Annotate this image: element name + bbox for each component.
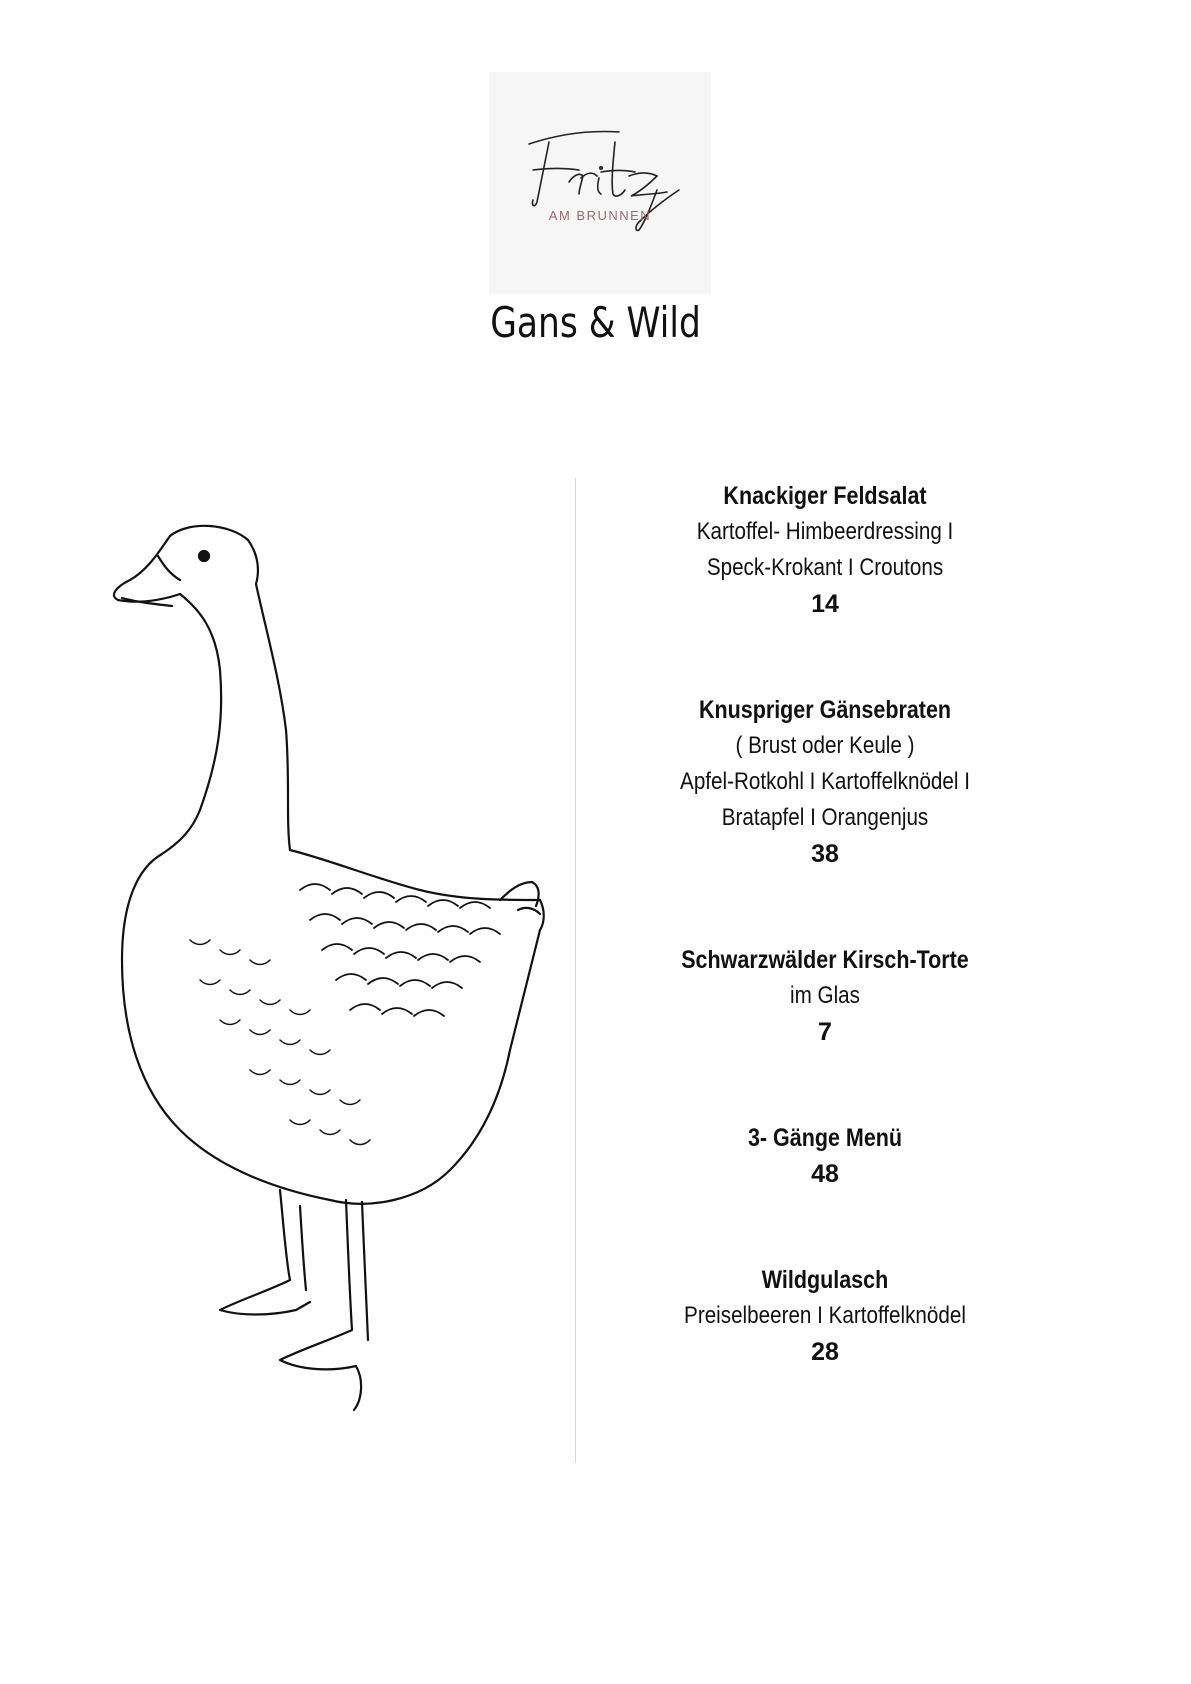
goose-neck <box>162 594 221 854</box>
item-price: 38 <box>811 840 839 868</box>
page-title: Gans & Wild <box>490 298 701 347</box>
item-name: 3- Gänge Menü <box>747 1124 903 1152</box>
item-price: 7 <box>818 1018 832 1046</box>
menu-item <box>620 1262 1030 1370</box>
item-desc: Preiselbeeren I Kartoffelknödel <box>684 1302 966 1329</box>
item-name: Knuspriger Gänsebraten <box>698 696 952 724</box>
item-name: Knackiger Feldsalat <box>723 482 927 510</box>
item-name: Schwarzwälder Kirsch-Torte <box>681 946 969 974</box>
item-desc: Kartoffel- Himbeerdressing I <box>696 518 954 545</box>
goose-illustration <box>100 510 580 1450</box>
item-desc: ( Brust oder Keule ) <box>735 732 915 759</box>
logo-subtitle: AM BRUNNEN <box>548 208 652 223</box>
goose-leg-right <box>280 1200 361 1410</box>
goose-eye <box>199 551 209 561</box>
goose-body <box>122 854 540 1204</box>
item-desc: Speck-Krokant I Croutons <box>706 554 944 581</box>
goose-leg-left <box>220 1190 310 1315</box>
menu-item <box>620 478 1030 622</box>
goose-beak <box>114 536 180 602</box>
menu-item <box>620 692 1030 872</box>
item-price: 28 <box>811 1338 839 1366</box>
restaurant-logo <box>489 72 711 294</box>
goose-wing <box>300 884 500 1016</box>
item-desc: im Glas <box>790 982 860 1009</box>
column-divider <box>575 478 576 1463</box>
item-name: Wildgulasch <box>761 1266 889 1294</box>
logo-script <box>489 72 711 294</box>
menu-item <box>620 942 1030 1050</box>
goose-head <box>170 526 258 584</box>
item-desc: Apfel-Rotkohl I Kartoffelknödel I <box>680 768 970 795</box>
menu-item <box>620 1120 1030 1192</box>
item-price: 14 <box>811 590 839 618</box>
item-desc: Bratapfel I Orangenjus <box>721 804 929 831</box>
item-price: 48 <box>811 1160 839 1188</box>
